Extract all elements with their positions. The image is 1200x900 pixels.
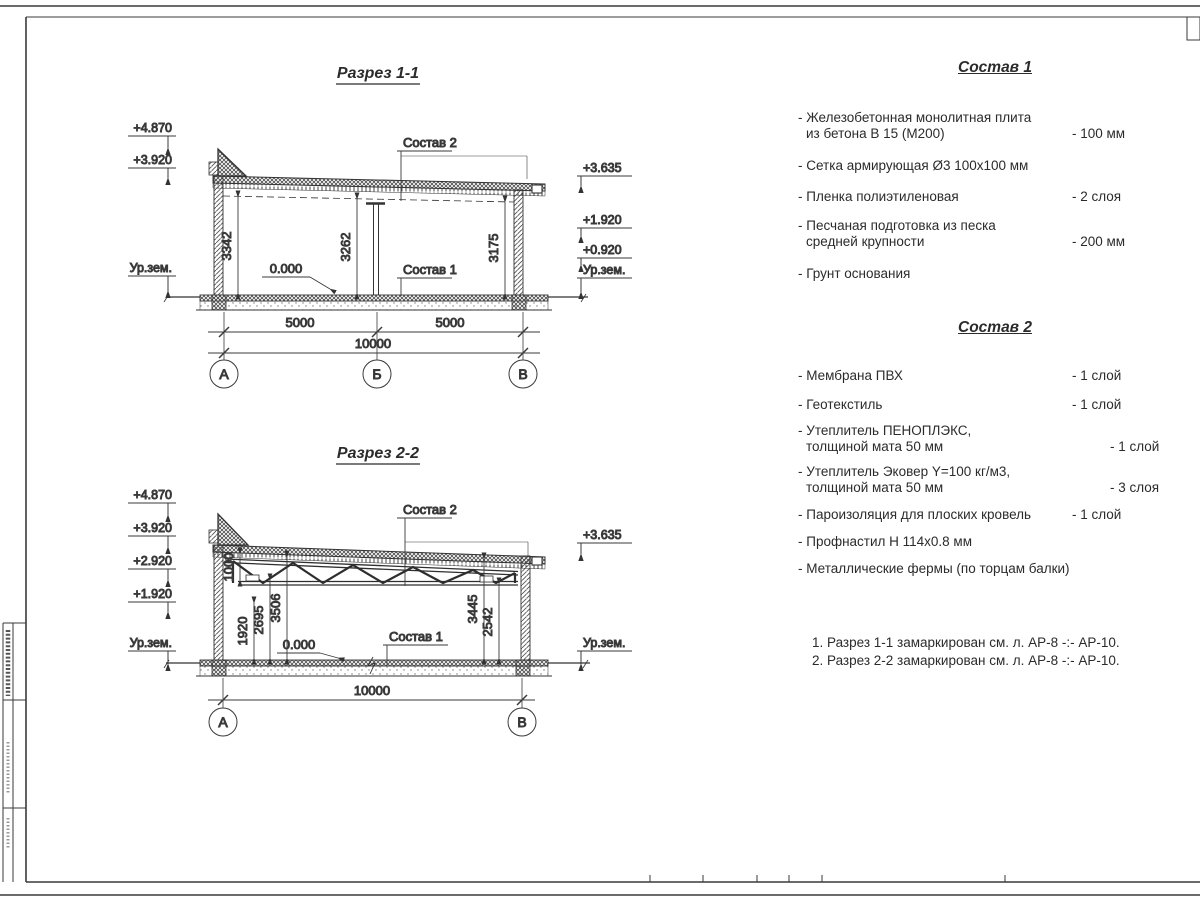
section-2: [128, 445, 632, 736]
elevation-mark: +4.870: [133, 121, 172, 135]
footing-right: [512, 295, 526, 310]
dim-10000: 10000: [353, 683, 391, 698]
sostav2-leader-label: Состав 2: [403, 135, 457, 150]
svg-text:А: А: [218, 714, 228, 730]
footing-left: [212, 295, 226, 310]
parapet: [218, 514, 248, 545]
elevation-mark: +3.920: [133, 521, 172, 535]
vdim: 1920: [235, 616, 250, 646]
sostav1-panel: [798, 58, 1192, 282]
svg-text:А: А: [219, 366, 229, 382]
layer-value: - 1 слой: [1072, 368, 1122, 383]
roof-end-cap: [532, 185, 542, 193]
layer-item: [798, 534, 1192, 550]
note-line: 2. Разрез 2-2 замаркирован см. л. АР-8 -:- АР-10.: [812, 652, 1120, 668]
layer-value: - 3 слоя: [1110, 479, 1160, 495]
layer-name: - Профнастил Н 114х0.8 мм: [798, 533, 972, 549]
ground-level-mark: Ур.зем.: [129, 636, 172, 650]
layer-name: - Геотекстиль: [798, 396, 883, 412]
parapet: [218, 149, 246, 176]
layer-item: [798, 189, 1192, 205]
wall-right: [514, 190, 523, 295]
elevation-mark: +3.920: [133, 153, 172, 167]
dim-5000-left: 5000: [285, 315, 315, 330]
layer-item: [798, 423, 1192, 454]
vdim: 3342: [219, 231, 234, 261]
svg-text:В: В: [517, 714, 527, 730]
section-1-leaders: [262, 135, 527, 296]
layer-item: [798, 464, 1192, 495]
layer-value: - 1 слой: [1072, 507, 1122, 522]
layer-item: [798, 110, 1192, 141]
section-2-building: [164, 514, 590, 676]
vdim: 3262: [338, 232, 353, 262]
svg-text:В: В: [518, 366, 528, 382]
sand-layer: [200, 666, 548, 676]
layer-name: - Утеплитель ПЕНОПЛЭКС,: [798, 423, 972, 438]
wall-right: [521, 556, 530, 660]
side-column: [3, 623, 26, 882]
section-1-vertical-dims: [219, 197, 505, 293]
vdim: 2695: [251, 605, 266, 635]
footing-right: [516, 660, 530, 676]
section-1-elevations: [128, 121, 632, 292]
layer-item: [798, 218, 1192, 249]
corner-box: [1187, 17, 1200, 40]
section-2-dim-chain: [208, 678, 536, 736]
notes-block: [812, 634, 1120, 669]
layer-name: - Железобетонная монолитная плита: [798, 110, 1032, 125]
section-2-title: Разрез 2-2: [336, 445, 420, 462]
layer-item: [798, 158, 1192, 174]
layer-name-line2: толщиной мата 50 мм: [806, 479, 944, 495]
zero-level-label: 0.000: [282, 637, 316, 652]
sostav1-leader-label: Состав 1: [389, 629, 443, 644]
layer-value: - 2 слоя: [1072, 188, 1122, 204]
layer-value: - 1 слой: [1110, 438, 1160, 454]
layer-name: - Сетка армирующая Ø3 100х100 мм: [798, 158, 1029, 173]
layer-item: [798, 368, 1192, 384]
vdim: 3175: [486, 233, 501, 263]
vdim: 3506: [268, 593, 283, 623]
sostav2-leader-label: Состав 2: [403, 502, 457, 517]
sostav1-title: Состав 1: [958, 59, 1032, 76]
layer-item: [798, 266, 1192, 282]
ground-level-mark: Ур.зем.: [583, 636, 626, 650]
layer-name-line2: толщиной мата 50 мм: [806, 438, 944, 454]
section-1-building: [164, 149, 588, 310]
sostav1-leader-label: Состав 1: [403, 262, 457, 277]
elevation-mark: +0.920: [583, 243, 622, 257]
roof-end-cap: [532, 557, 542, 565]
layer-item: [798, 561, 1192, 577]
layer-name: - Пароизоляция для плоских кровель: [798, 507, 1032, 522]
layer-name: - Металлические фермы (по торцам балки): [798, 561, 1070, 576]
vdim: 1000: [221, 552, 236, 582]
section-1: [128, 65, 632, 388]
svg-text:Б: Б: [372, 366, 382, 382]
floor-slab: [200, 295, 548, 301]
dim-10000: 10000: [354, 336, 392, 351]
sostav2-title: Состав 2: [958, 319, 1032, 336]
vdim: 3445: [465, 594, 480, 624]
layer-name: - Песчаная подготовка из песка: [798, 218, 996, 233]
elevation-mark: +3.635: [583, 161, 622, 175]
note-line: 1. Разрез 1-1 замаркирован см. л. АР-8 -:- АР-10.: [812, 635, 1120, 650]
layer-value: - 100 мм: [1072, 125, 1126, 141]
section-2-leaders: [277, 502, 528, 665]
sand-layer: [200, 301, 548, 310]
layer-value: - 200 мм: [1072, 233, 1126, 249]
zero-level-label: 0.000: [269, 261, 303, 276]
layer-name-line2: из бетона В 15 (М200): [806, 125, 945, 141]
ceiling-line: [223, 196, 514, 202]
layer-item: [798, 397, 1192, 413]
middle-column: [374, 204, 379, 295]
layer-name: - Мембрана ПВХ: [798, 368, 903, 383]
titleblock-ticks: [650, 875, 1005, 882]
footing-left: [212, 660, 226, 676]
section-2-elevations: [128, 488, 632, 664]
layer-item: [798, 507, 1192, 523]
ground-level-mark: Ур.зем.: [129, 261, 172, 275]
elevation-mark: +3.635: [583, 528, 622, 542]
elevation-mark: +1.920: [133, 587, 172, 601]
vdim: 2542: [480, 607, 495, 637]
elevation-mark: +1.920: [583, 213, 622, 227]
section-1-dim-chain: [208, 312, 540, 388]
layer-value: - 1 слой: [1072, 396, 1122, 412]
sostav2-panel: [798, 318, 1192, 577]
ground-level-mark: Ур.зем.: [583, 263, 626, 277]
layer-name: - Утеплитель Эковер Y=100 кг/м3,: [798, 464, 1011, 479]
layer-name-line2: средней крупности: [806, 233, 925, 249]
layer-name: - Грунт основания: [798, 266, 911, 281]
section-1-title: Разрез 1-1: [336, 65, 420, 82]
dim-5000-right: 5000: [435, 315, 465, 330]
elevation-mark: +2.920: [133, 554, 172, 568]
elevation-mark: +4.870: [133, 488, 172, 502]
layer-name: - Пленка полиэтиленовая: [798, 188, 959, 204]
